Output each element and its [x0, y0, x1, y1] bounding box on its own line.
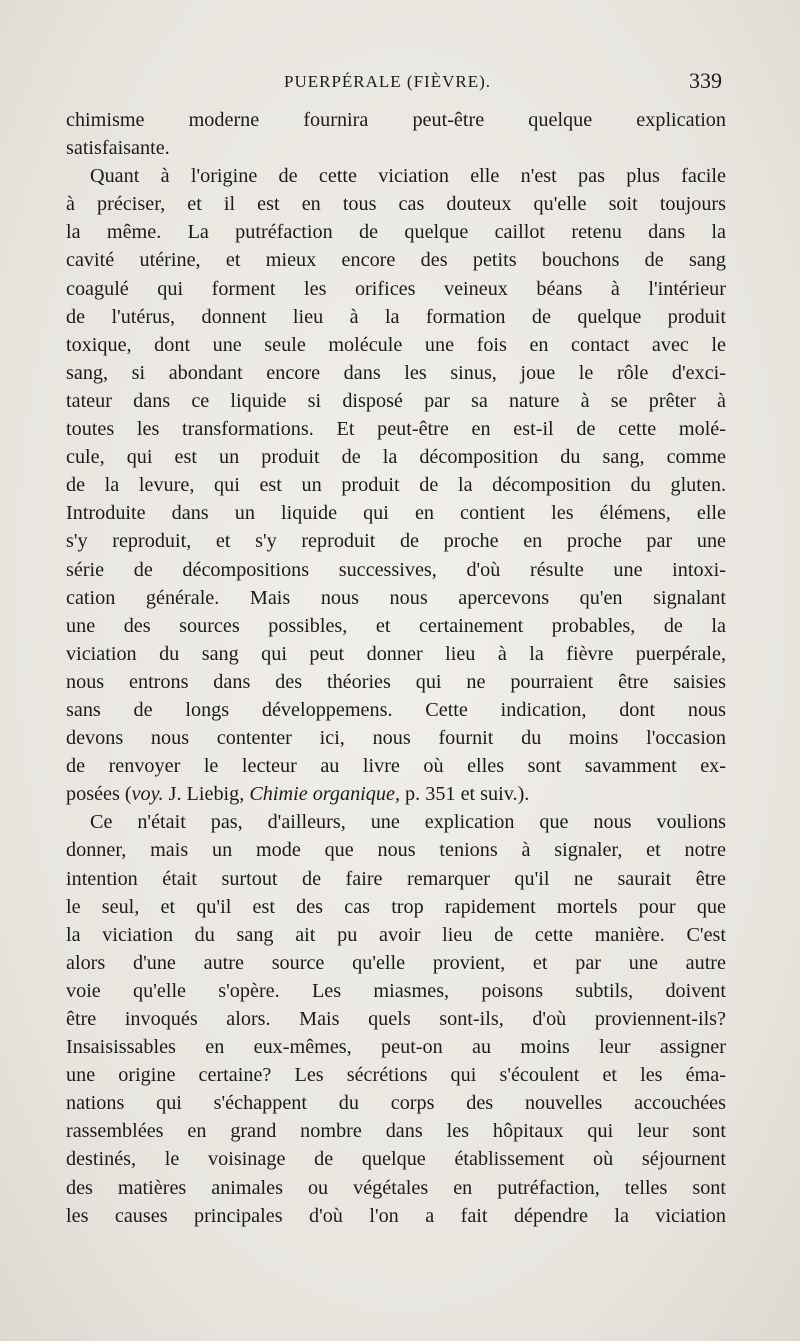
citation-work: Chimie organique,: [249, 783, 400, 806]
text-line: satisfaisante.: [66, 137, 170, 160]
text-line: le seul, et qu'il est des cas trop rapidement mortels pour que: [66, 895, 726, 918]
text-line: Insaisissables en eux-mêmes, peut-on au moins leur assigner: [66, 1036, 726, 1059]
running-title: PUERPÉRALE (FIÈVRE).: [284, 72, 491, 91]
text-line: toxique, dont une seule molécule une fois en contact avec le: [66, 333, 726, 356]
text-line: tateur dans ce liquide si disposé par sa nature à se prêter à: [66, 389, 726, 412]
running-head: [64, 68, 734, 102]
citation-after: p. 351 et suiv.).: [400, 783, 530, 806]
page-number: 339: [689, 68, 722, 93]
text-line: à préciser, et il est en tous cas douteux qu'elle soit toujours: [66, 193, 726, 216]
text-line: de la levure, qui est un produit de la décomposition du gluten.: [66, 474, 726, 497]
text-line: toutes les transformations. Et peut-être en est-il de cette molé-: [66, 418, 726, 441]
text-line: coagulé qui forment les orifices veineux béans à l'intérieur: [66, 277, 726, 300]
text-line: cation générale. Mais nous nous apercevons qu'en signalant: [66, 586, 726, 609]
text-line: Ce n'était pas, d'ailleurs, une explication que nous voulions: [90, 811, 726, 834]
text-line: Introduite dans un liquide qui en contient les élémens, elle: [66, 502, 726, 525]
text-line: la même. La putréfaction de quelque caillot retenu dans la: [66, 221, 726, 244]
text-line: rassemblées en grand nombre dans les hôpitaux qui leur sont: [66, 1120, 726, 1143]
text-line: une des sources possibles, et certainement probables, de la: [66, 614, 726, 637]
text-line: être invoqués alors. Mais quels sont-ils, d'où proviennent-ils?: [66, 1008, 726, 1030]
text-line: la viciation du sang ait pu avoir lieu de cette manière. C'est: [66, 923, 726, 946]
text-line: viciation du sang qui peut donner lieu à la fièvre puerpérale,: [66, 642, 726, 665]
text-line: de l'utérus, donnent lieu à la formation de quelque produit: [66, 305, 726, 328]
text-line: chimisme moderne fournira peut-être quelque explication: [66, 109, 726, 131]
text-line: intention était surtout de faire remarquer qu'il ne saurait être: [66, 867, 726, 890]
text-line: donner, mais un mode que nous tenions à signaler, et notre: [66, 839, 726, 862]
text-line: cule, qui est un produit de la décomposition du sang, comme: [66, 446, 726, 469]
text-line: nous entrons dans des théories qui ne pourraient être saisies: [66, 670, 726, 693]
text-line: nations qui s'échappent du corps des nouvelles accouchées: [66, 1092, 726, 1115]
text-line: Quant à l'origine de cette viciation elle n'est pas plus facile: [90, 165, 726, 188]
citation-author: J. Liebig,: [163, 783, 250, 806]
text-line: devons nous contenter ici, nous fournit du moins l'occasion: [66, 727, 726, 750]
citation-voy: voy.: [131, 783, 164, 806]
text-line: s'y reproduit, et s'y reproduit de proche en proche par une: [66, 530, 726, 553]
text-line: destinés, le voisinage de quelque établissement où séjournent: [66, 1148, 726, 1171]
text-line: série de décompositions successives, d'où résulte une intoxi-: [66, 558, 726, 581]
text-line: des matières animales ou végétales en putréfaction, telles sont: [66, 1176, 726, 1199]
citation-line: [66, 780, 726, 808]
text-line: sang, si abondant encore dans les sinus, joue le rôle d'exci-: [66, 361, 726, 384]
body-text: [66, 106, 726, 1230]
text-line: alors d'une autre source qu'elle provient, et par une autre: [66, 951, 726, 974]
citation-before: posées (: [66, 783, 132, 806]
text-line: sans de longs développemens. Cette indication, dont nous: [66, 698, 726, 721]
text-line: les causes principales d'où l'on a fait dépendre la viciation: [66, 1204, 726, 1227]
text-line: cavité utérine, et mieux encore des petits bouchons de sang: [66, 249, 726, 272]
text-line: de renvoyer le lecteur au livre où elles sont savamment ex-: [66, 755, 726, 778]
text-line: voie qu'elle s'opère. Les miasmes, poisons subtils, doivent: [66, 979, 726, 1002]
text-line: une origine certaine? Les sécrétions qui s'écoulent et les éma-: [66, 1064, 726, 1087]
